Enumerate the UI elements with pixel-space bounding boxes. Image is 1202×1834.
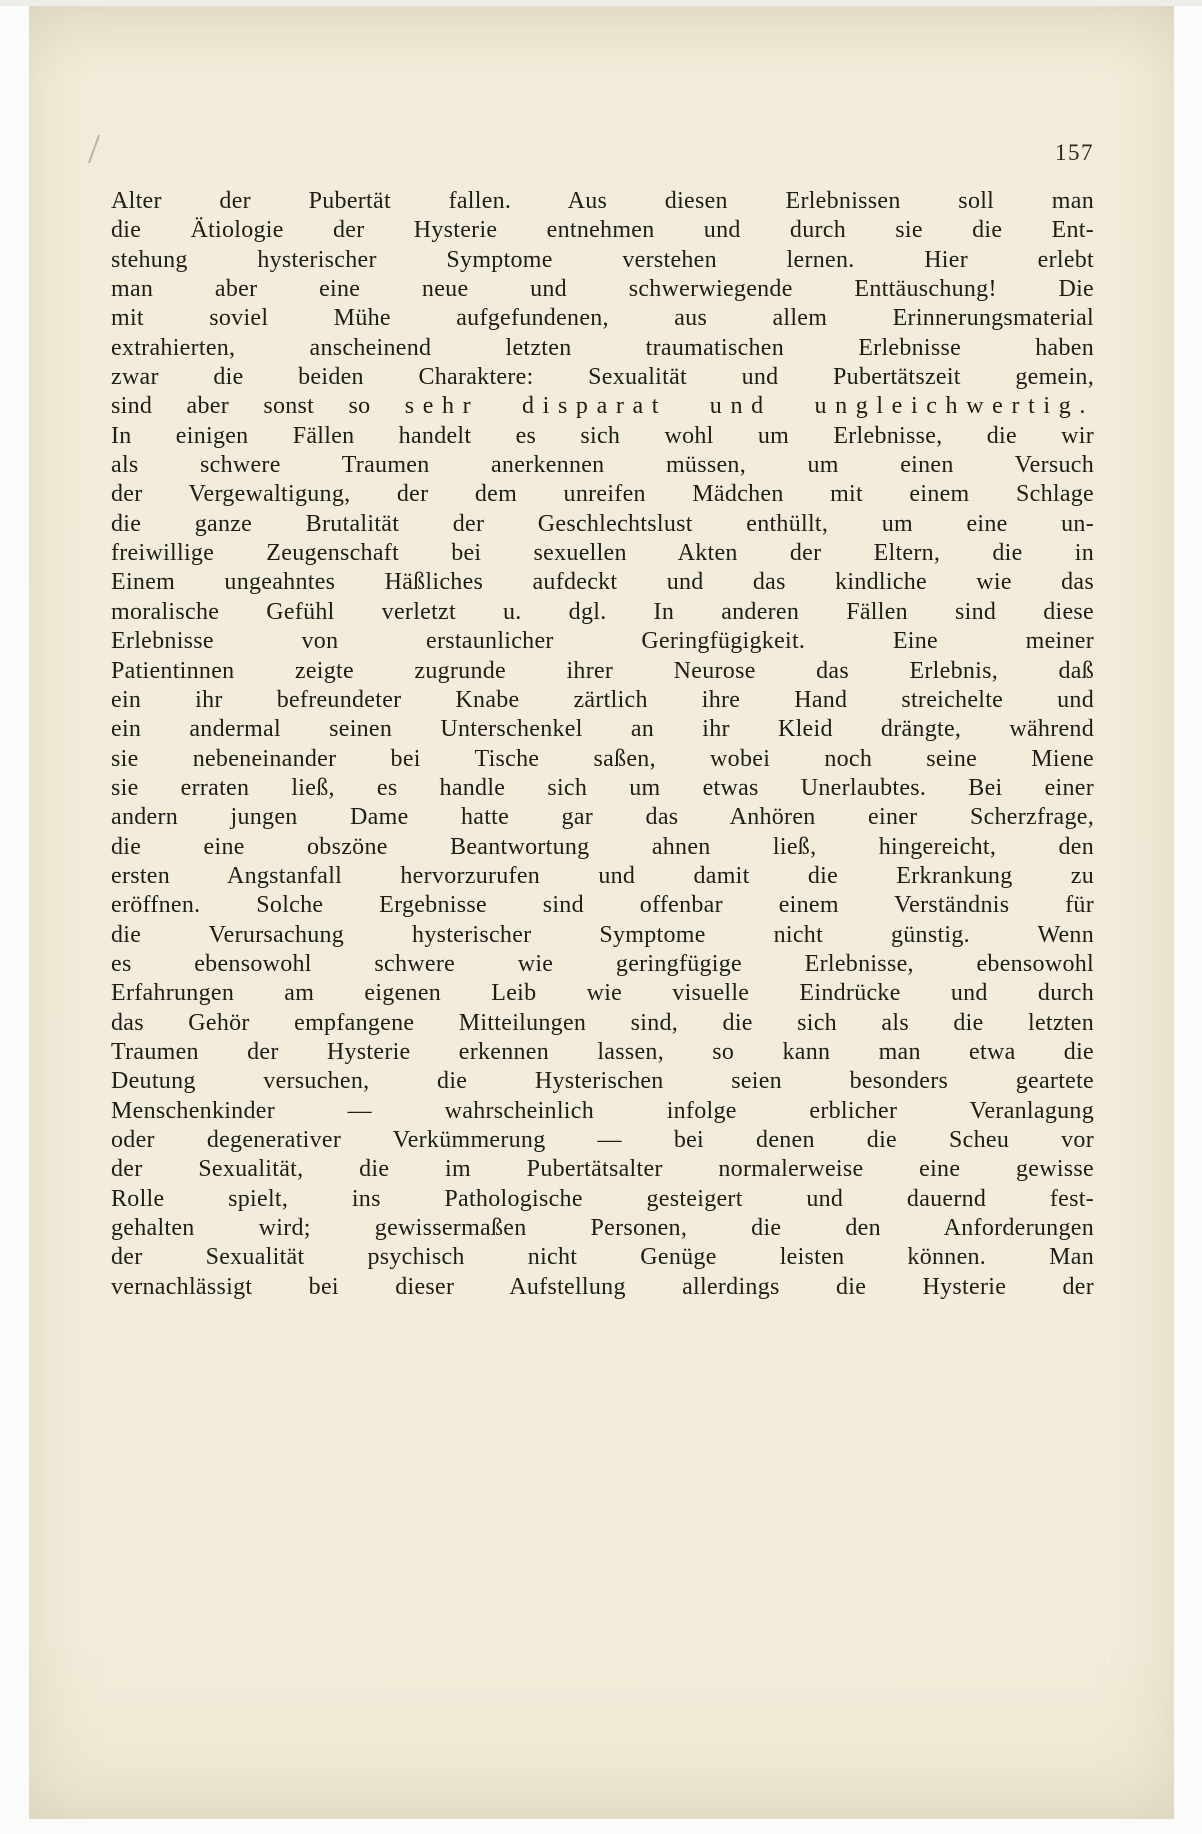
stray-pencil-mark: [88, 135, 100, 164]
text-line: Menschenkinder — wahrscheinlich infolge erblicher Veranlagung: [111, 1097, 1094, 1124]
page-number: 157: [1055, 140, 1094, 165]
text-line: ersten Angstanfall hervorzurufen und damit die Erkrankung zu: [111, 862, 1094, 889]
text-line: die ganze Brutalität der Geschlechtslust enthüllt, um eine un-: [111, 510, 1094, 537]
text-line: der Vergewaltigung, der dem unreifen Mädchen mit einem Schlage: [111, 481, 1094, 508]
text-line: es ebensowohl schwere wie geringfügige Erlebnisse, ebensowohl: [111, 950, 1094, 977]
text-line: die Ätiologie der Hysterie entnehmen und durch sie die Ent-: [111, 217, 1094, 244]
text-line: Alter der Pubertät fallen. Aus diesen Erlebnissen soll man: [111, 188, 1094, 214]
text-line: stehung hysterischer Symptome verstehen lernen. Hier erlebt: [111, 246, 1094, 273]
text-line: man aber eine neue und schwerwiegende Enttäuschung! Die: [111, 276, 1094, 303]
text-line: Erfahrungen am eigenen Leib wie visuelle Eindrücke und durch: [111, 980, 1094, 1007]
text-line: als schwere Traumen anerkennen müssen, um einen Versuch: [111, 452, 1094, 479]
text-line: sie nebeneinander bei Tische saßen, wobei noch seine Miene: [111, 745, 1094, 772]
text-line: ein andermal seinen Unterschenkel an ihr Kleid drängte, während: [111, 716, 1094, 743]
text-line: Erlebnisse von erstaunlicher Geringfügigkeit. Eine meiner: [111, 628, 1094, 655]
text-line: Traumen der Hysterie erkennen lassen, so kann man etwa die: [111, 1038, 1094, 1065]
book-page: [29, 6, 1174, 1819]
text-line: die eine obszöne Beantwortung ahnen ließ, hingereicht, den: [111, 833, 1094, 860]
paragraph: [111, 187, 1094, 1302]
text-line: oder degenerativer Verkümmerung — bei denen die Scheu vor: [111, 1127, 1094, 1153]
text-line: freiwillige Zeugenschaft bei sexuellen Akten der Eltern, die in: [111, 540, 1094, 567]
text-line: eröffnen. Solche Ergebnisse sind offenbar einem Verständnis für: [111, 892, 1094, 919]
emphasized-spaced-text: sehr disparat und ungleichwertig.: [404, 393, 1094, 420]
text-line: Rolle spielt, ins Pathologische gesteigert und dauernd fest-: [111, 1185, 1094, 1212]
text-line: mit soviel Mühe aufgefundenen, aus allem Erinnerungsmaterial: [111, 305, 1094, 332]
text-line: zwar die beiden Charaktere: Sexualität und Pubertätszeit gemein,: [111, 364, 1094, 391]
text-line: moralische Gefühl verletzt u. dgl. In anderen Fällen sind diese: [111, 598, 1094, 625]
text-line: die Verursachung hysterischer Symptome nicht günstig. Wenn: [111, 921, 1094, 948]
text-line: extrahierten, anscheinend letzten traumatischen Erlebnisse haben: [111, 334, 1094, 361]
text-line: vernachlässigt bei dieser Aufstellung allerdings die Hysterie der: [111, 1273, 1094, 1300]
text-line: sie erraten ließ, es handle sich um etwas Unerlaubtes. Bei einer: [111, 774, 1094, 801]
text-line: der Sexualität psychisch nicht Genüge leisten können. Man: [111, 1244, 1094, 1271]
text-line: Deutung versuchen, die Hysterischen seien besonders geartete: [111, 1068, 1094, 1095]
text-line: Einem ungeahntes Häßliches aufdeckt und das kindliche wie das: [111, 569, 1094, 596]
text-line: [111, 392, 1094, 421]
text-line: andern jungen Dame hatte gar das Anhören einer Scherzfrage,: [111, 804, 1094, 831]
text-line: Patientinnen zeigte zugrunde ihrer Neurose das Erlebnis, daß: [111, 657, 1094, 684]
text-line: In einigen Fällen handelt es sich wohl um Erlebnisse, die wir: [111, 422, 1094, 449]
text-line: der Sexualität, die im Pubertätsalter normalerweise eine gewisse: [111, 1156, 1094, 1183]
text-line: gehalten wird; gewissermaßen Personen, die den Anforderungen: [111, 1215, 1094, 1242]
text-line: das Gehör empfangene Mitteilungen sind, die sich als die letzten: [111, 1009, 1094, 1036]
text-line: ein ihr befreundeter Knabe zärtlich ihre Hand streichelte und: [111, 686, 1094, 713]
text-segment: sind aber sonst so: [111, 393, 405, 420]
